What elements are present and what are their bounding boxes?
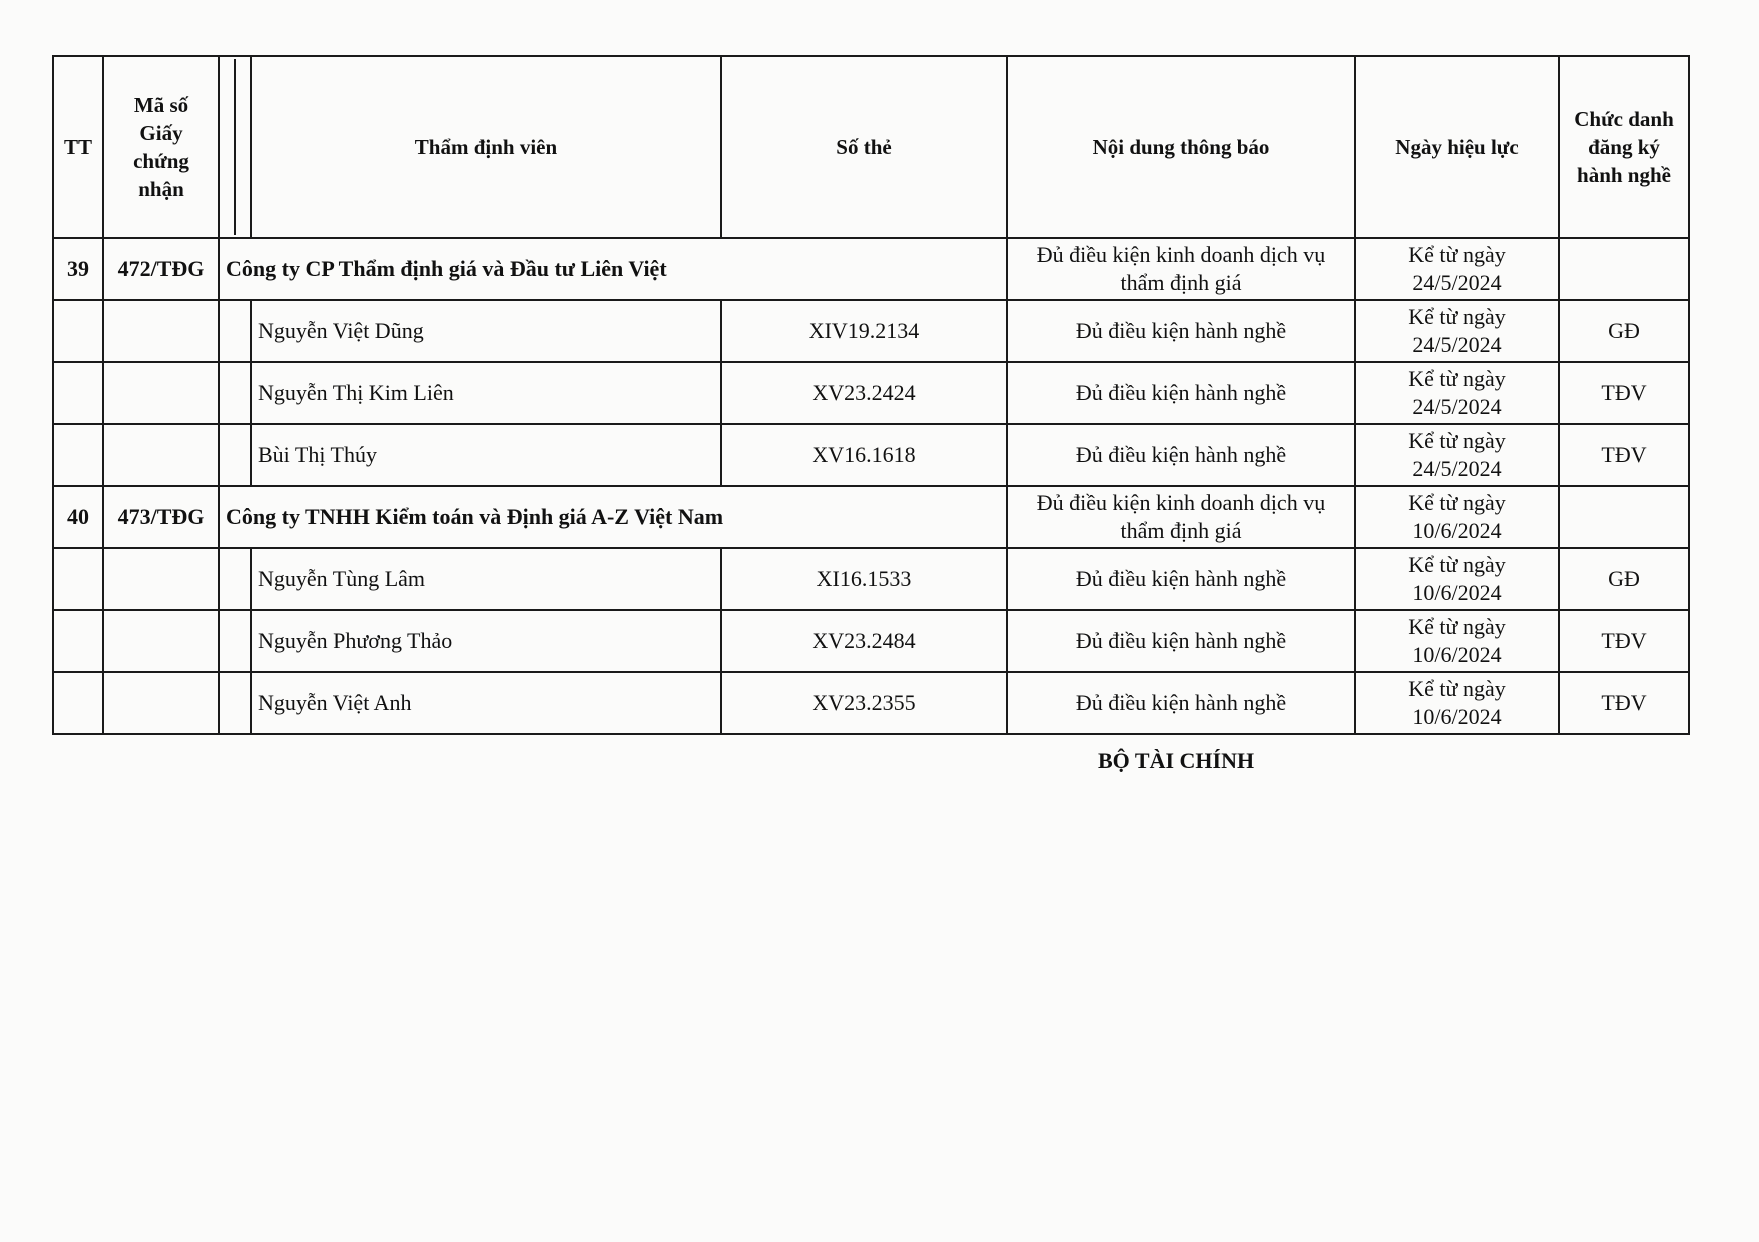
date-value: 24/5/2024 [1412,270,1502,295]
effective-date [1355,362,1559,424]
registered-title: TĐV [1559,362,1689,424]
table-row [53,548,1689,610]
header-ma-so-line: Giấy [139,121,183,145]
date-value: 24/5/2024 [1412,456,1502,481]
notice: Đủ điều kiện hành nghề [1007,548,1355,610]
empty-cell [103,672,219,734]
notice: Đủ điều kiện hành nghề [1007,300,1355,362]
empty-cell [219,362,251,424]
date-label: Kể từ ngày [1408,428,1506,453]
notice: Đủ điều kiện hành nghề [1007,672,1355,734]
table-row [53,610,1689,672]
appraiser-name: Bùi Thị Thúy [251,424,721,486]
date-value: 10/6/2024 [1412,704,1502,729]
company-effective-date [1355,238,1559,300]
company-notice [1007,486,1355,548]
company-name: Công ty TNHH Kiểm toán và Định giá A-Z Việt Nam [219,486,1007,548]
company-tt: 39 [53,238,103,300]
header-registered-title [1559,56,1689,238]
date-value: 24/5/2024 [1412,332,1502,357]
notice-line: thẩm định giá [1120,270,1242,295]
empty-cell [219,672,251,734]
header-ma-so-line: Mã số [133,93,189,117]
date-label: Kể từ ngày [1408,366,1506,391]
registered-title: GĐ [1559,300,1689,362]
empty-cell [219,300,251,362]
company-notice [1007,238,1355,300]
registered-title: GĐ [1559,548,1689,610]
empty-cell [219,424,251,486]
empty-cell [53,548,103,610]
registered-title: TĐV [1559,610,1689,672]
header-chuc-danh-line: hành nghề [1577,163,1671,187]
company-certificate: 473/TĐG [103,486,219,548]
notice: Đủ điều kiện hành nghề [1007,362,1355,424]
date-label: Kể từ ngày [1408,490,1506,515]
date-label: Kể từ ngày [1408,614,1506,639]
table-row [53,424,1689,486]
empty-cell [53,362,103,424]
empty-cell [53,672,103,734]
header-chuc-danh-line: đăng ký [1588,135,1660,159]
company-title [1559,238,1689,300]
company-tt: 40 [53,486,103,548]
header-double-rule [220,59,250,235]
table-header-row [53,56,1689,238]
effective-date [1355,548,1559,610]
empty-cell [53,610,103,672]
empty-cell [53,300,103,362]
company-name: Công ty CP Thẩm định giá và Đầu tư Liên Việt [219,238,1007,300]
notice-line: Đủ điều kiện kinh doanh dịch vụ [1036,242,1326,267]
header-ma-so-line: nhận [138,177,184,201]
appraiser-register-table [52,55,1690,735]
effective-date [1355,424,1559,486]
date-label: Kể từ ngày [1408,552,1506,577]
empty-cell [53,424,103,486]
empty-cell [103,610,219,672]
company-row [53,238,1689,300]
effective-date [1355,672,1559,734]
header-notice-content: Nội dung thông báo [1007,56,1355,238]
date-value: 10/6/2024 [1412,518,1502,543]
appraiser-name: Nguyễn Việt Anh [251,672,721,734]
card-number: XV23.2484 [721,610,1007,672]
card-number: XIV19.2134 [721,300,1007,362]
notice: Đủ điều kiện hành nghề [1007,610,1355,672]
appraiser-name: Nguyễn Việt Dũng [251,300,721,362]
appraiser-name: Nguyễn Tùng Lâm [251,548,721,610]
registered-title: TĐV [1559,672,1689,734]
date-value: 10/6/2024 [1412,580,1502,605]
header-effective-date: Ngày hiệu lực [1355,56,1559,238]
empty-cell [103,362,219,424]
effective-date [1355,610,1559,672]
table-row [53,672,1689,734]
notice-line: thẩm định giá [1120,518,1242,543]
company-effective-date [1355,486,1559,548]
table-row [53,362,1689,424]
card-number: XV23.2424 [721,362,1007,424]
table-row [53,300,1689,362]
date-value: 24/5/2024 [1412,394,1502,419]
company-row [53,486,1689,548]
card-number: XI16.1533 [721,548,1007,610]
empty-cell [103,300,219,362]
header-chuc-danh-line: Chức danh [1574,107,1674,131]
header-certificate-number [103,56,219,238]
appraiser-name: Nguyễn Thị Kim Liên [251,362,721,424]
empty-cell [103,548,219,610]
header-spacer-column [219,56,251,238]
date-label: Kể từ ngày [1408,304,1506,329]
card-number: XV23.2355 [721,672,1007,734]
header-tt: TT [53,56,103,238]
appraiser-name: Nguyễn Phương Thảo [251,610,721,672]
effective-date [1355,300,1559,362]
card-number: XV16.1618 [721,424,1007,486]
date-label: Kể từ ngày [1408,676,1506,701]
registered-title: TĐV [1559,424,1689,486]
notice-line: Đủ điều kiện kinh doanh dịch vụ [1036,490,1326,515]
company-certificate: 472/TĐG [103,238,219,300]
empty-cell [103,424,219,486]
issuer-title: BỘ TÀI CHÍNH [1098,748,1255,773]
header-appraiser: Thẩm định viên [251,56,721,238]
notice: Đủ điều kiện hành nghề [1007,424,1355,486]
header-ma-so-line: chứng [133,149,189,173]
date-label: Kể từ ngày [1408,242,1506,267]
header-card-number: Số thẻ [721,56,1007,238]
date-value: 10/6/2024 [1412,642,1502,667]
company-title [1559,486,1689,548]
empty-cell [219,610,251,672]
empty-cell [219,548,251,610]
